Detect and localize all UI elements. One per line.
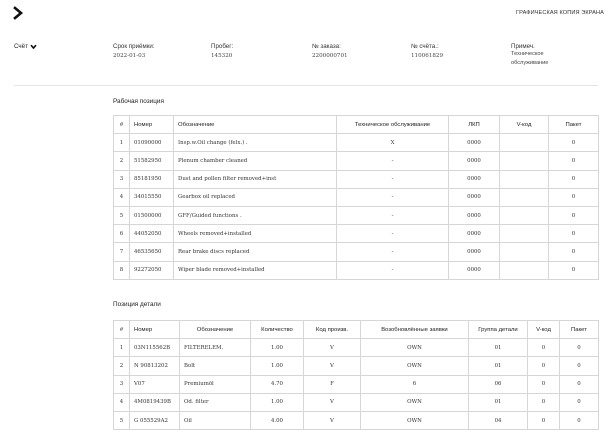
cell-part-group: 06 — [469, 375, 528, 393]
cell-designation: Dust and pollen filter removed+inst — [174, 170, 337, 188]
cell-quantity: 1.00 — [251, 393, 304, 411]
col-index: # — [114, 116, 130, 134]
field-value-line: Техническое — [511, 51, 544, 57]
acceptance-date-field — [113, 43, 155, 60]
cell-part-group: 01 — [469, 357, 528, 375]
field-label: Срок приёмки: — [113, 43, 155, 50]
chevron-right-icon[interactable] — [12, 6, 24, 20]
cell-designation: Bolt — [180, 357, 251, 375]
cell-v-code — [500, 206, 549, 224]
cell-index: 4 — [114, 393, 130, 411]
cell-paint: 0000 — [449, 134, 500, 152]
table-row — [114, 357, 599, 375]
cell-maintenance: - — [337, 188, 449, 206]
cell-number: 46535650 — [130, 243, 174, 261]
field-value: 145320 — [211, 53, 233, 59]
cell-number: 44052050 — [130, 225, 174, 243]
cell-index: 1 — [114, 134, 130, 152]
cell-package: 0 — [560, 411, 599, 429]
cell-package: 0 — [549, 188, 599, 206]
table-header-row — [114, 116, 599, 134]
work-positions-table — [113, 115, 599, 280]
field-label: Примеч. — [511, 43, 535, 50]
cell-package: 0 — [549, 243, 599, 261]
cell-number: 85181950 — [130, 170, 174, 188]
chevron-down-icon — [30, 44, 37, 50]
cell-paint: 0000 — [449, 170, 500, 188]
cell-package: 0 — [560, 375, 599, 393]
table-row — [114, 393, 599, 411]
table-row — [114, 134, 599, 152]
work-section-title: Рабочая позиция — [113, 98, 164, 105]
cell-package: 0 — [560, 393, 599, 411]
cell-v-code — [500, 243, 549, 261]
cell-v-code — [500, 261, 549, 279]
table-row — [114, 411, 599, 429]
screen-copy-label: ГРАФИЧЕСКАЯ КОПИЯ ЭКРАНА — [515, 10, 604, 16]
cell-number: G 055529A2 — [130, 411, 180, 429]
cell-package: 0 — [549, 225, 599, 243]
col-designation: Обозначение — [180, 321, 251, 339]
table-row — [114, 225, 599, 243]
field-label: Пробег: — [211, 43, 234, 50]
col-paint: ЛКП — [449, 116, 500, 134]
divider — [14, 85, 598, 86]
cell-index: 4 — [114, 188, 130, 206]
cell-number: 03N115562B — [130, 339, 180, 357]
cell-v-code — [500, 225, 549, 243]
cell-number: 92272050 — [130, 261, 174, 279]
cell-renewed-requests: OWN — [361, 357, 469, 375]
field-value: 2022-01-03 — [113, 53, 146, 59]
invoice-info — [0, 40, 612, 84]
cell-number: 34015550 — [130, 188, 174, 206]
cell-maintenance: - — [337, 225, 449, 243]
cell-package: 0 — [549, 206, 599, 224]
cell-index: 6 — [114, 225, 130, 243]
cell-maintenance: - — [337, 261, 449, 279]
invoice-label: Счёт — [14, 43, 28, 50]
cell-manufacturer-code: V — [304, 357, 361, 375]
table-header-row — [114, 321, 599, 339]
cell-designation: Premiumöl — [180, 375, 251, 393]
cell-index: 2 — [114, 152, 130, 170]
cell-designation: Wheels removed+installed — [174, 225, 337, 243]
cell-v-code: 0 — [528, 411, 560, 429]
cell-renewed-requests: OWN — [361, 393, 469, 411]
cell-designation: Plenum chamber cleaned — [174, 152, 337, 170]
cell-index: 5 — [114, 411, 130, 429]
cell-index: 2 — [114, 357, 130, 375]
cell-number: V07 — [130, 375, 180, 393]
col-part-group: Группа детали — [469, 321, 528, 339]
col-quantity: Количество — [251, 321, 304, 339]
col-index: # — [114, 321, 130, 339]
parts-section-title: Позиция детали — [113, 301, 161, 308]
cell-designation: Rear brake discs replaced — [174, 243, 337, 261]
cell-designation: Od. filter — [180, 393, 251, 411]
order-number-field — [312, 43, 348, 60]
cell-manufacturer-code: F — [304, 375, 361, 393]
col-number: Номер — [130, 321, 180, 339]
cell-paint: 0000 — [449, 206, 500, 224]
col-number: Номер — [130, 116, 174, 134]
cell-manufacturer-code: V — [304, 339, 361, 357]
cell-manufacturer-code: V — [304, 411, 361, 429]
cell-v-code: 0 — [528, 339, 560, 357]
mileage-field — [211, 43, 233, 60]
cell-designation: FILTERELEM. — [180, 339, 251, 357]
col-package: Пакет — [560, 321, 599, 339]
table-row — [114, 170, 599, 188]
table-row — [114, 339, 599, 357]
cell-index: 7 — [114, 243, 130, 261]
field-value: 2200000701 — [312, 53, 348, 59]
cell-paint: 0000 — [449, 261, 500, 279]
cell-designation: Oil — [180, 411, 251, 429]
cell-v-code — [500, 170, 549, 188]
col-renewed-requests: Возобновлённые заявки — [361, 321, 469, 339]
cell-v-code: 0 — [528, 375, 560, 393]
field-label: № счёта.: — [411, 43, 439, 50]
cell-v-code — [500, 134, 549, 152]
cell-maintenance: - — [337, 152, 449, 170]
cell-package: 0 — [549, 261, 599, 279]
table-row — [114, 243, 599, 261]
cell-package: 0 — [560, 357, 599, 375]
field-value-line: обслуживание — [511, 59, 549, 66]
parts-positions-table — [113, 320, 599, 430]
cell-maintenance: - — [337, 170, 449, 188]
cell-renewed-requests: 6 — [361, 375, 469, 393]
invoice-number-field — [411, 43, 443, 60]
cell-paint: 0000 — [449, 243, 500, 261]
col-maintenance: Техническое обслуживание — [337, 116, 449, 134]
table-row — [114, 375, 599, 393]
cell-number: 01090000 — [130, 134, 174, 152]
cell-designation: GFF/Guided functions . — [174, 206, 337, 224]
cell-number: N 90813202 — [130, 357, 180, 375]
field-value: 110061829 — [411, 53, 444, 59]
cell-designation: Wiper blade removed+installed — [174, 261, 337, 279]
col-manufacturer-code: Код произв. — [304, 321, 361, 339]
cell-index: 1 — [114, 339, 130, 357]
cell-index: 3 — [114, 375, 130, 393]
cell-quantity: 4.70 — [251, 375, 304, 393]
cell-v-code: 0 — [528, 357, 560, 375]
cell-number: 01500000 — [130, 206, 174, 224]
table-row — [114, 261, 599, 279]
cell-v-code: 0 — [528, 393, 560, 411]
cell-paint: 0000 — [449, 152, 500, 170]
invoice-toggle[interactable] — [14, 43, 37, 50]
cell-renewed-requests: OWN — [361, 411, 469, 429]
cell-number: 4M0819439B — [130, 393, 180, 411]
cell-designation: Gearbox oil replaced — [174, 188, 337, 206]
col-designation: Обозначение — [174, 116, 337, 134]
cell-maintenance: X — [337, 134, 449, 152]
table-row — [114, 206, 599, 224]
top-bar — [0, 0, 612, 26]
cell-package: 0 — [549, 170, 599, 188]
cell-manufacturer-code: V — [304, 393, 361, 411]
cell-v-code — [500, 152, 549, 170]
cell-maintenance: - — [337, 206, 449, 224]
cell-paint: 0000 — [449, 225, 500, 243]
cell-index: 3 — [114, 170, 130, 188]
cell-quantity: 1.00 — [251, 339, 304, 357]
cell-part-group: 01 — [469, 393, 528, 411]
cell-paint: 0000 — [449, 188, 500, 206]
cell-package: 0 — [549, 152, 599, 170]
note-field — [511, 43, 548, 67]
cell-part-group: 01 — [469, 339, 528, 357]
table-row — [114, 188, 599, 206]
cell-maintenance: - — [337, 243, 449, 261]
col-v-code: V-код — [500, 116, 549, 134]
col-v-code: V-код — [528, 321, 560, 339]
cell-index: 8 — [114, 261, 130, 279]
cell-index: 5 — [114, 206, 130, 224]
field-label: № заказа: — [312, 43, 341, 50]
col-package: Пакет — [549, 116, 599, 134]
table-row — [114, 152, 599, 170]
cell-package: 0 — [549, 134, 599, 152]
cell-designation: Insp.w.Oil change (felx.) . — [174, 134, 337, 152]
cell-quantity: 1.00 — [251, 357, 304, 375]
cell-number: 51582950 — [130, 152, 174, 170]
cell-part-group: 04 — [469, 411, 528, 429]
cell-package: 0 — [560, 339, 599, 357]
cell-v-code — [500, 188, 549, 206]
cell-renewed-requests: OWN — [361, 339, 469, 357]
cell-quantity: 4.00 — [251, 411, 304, 429]
